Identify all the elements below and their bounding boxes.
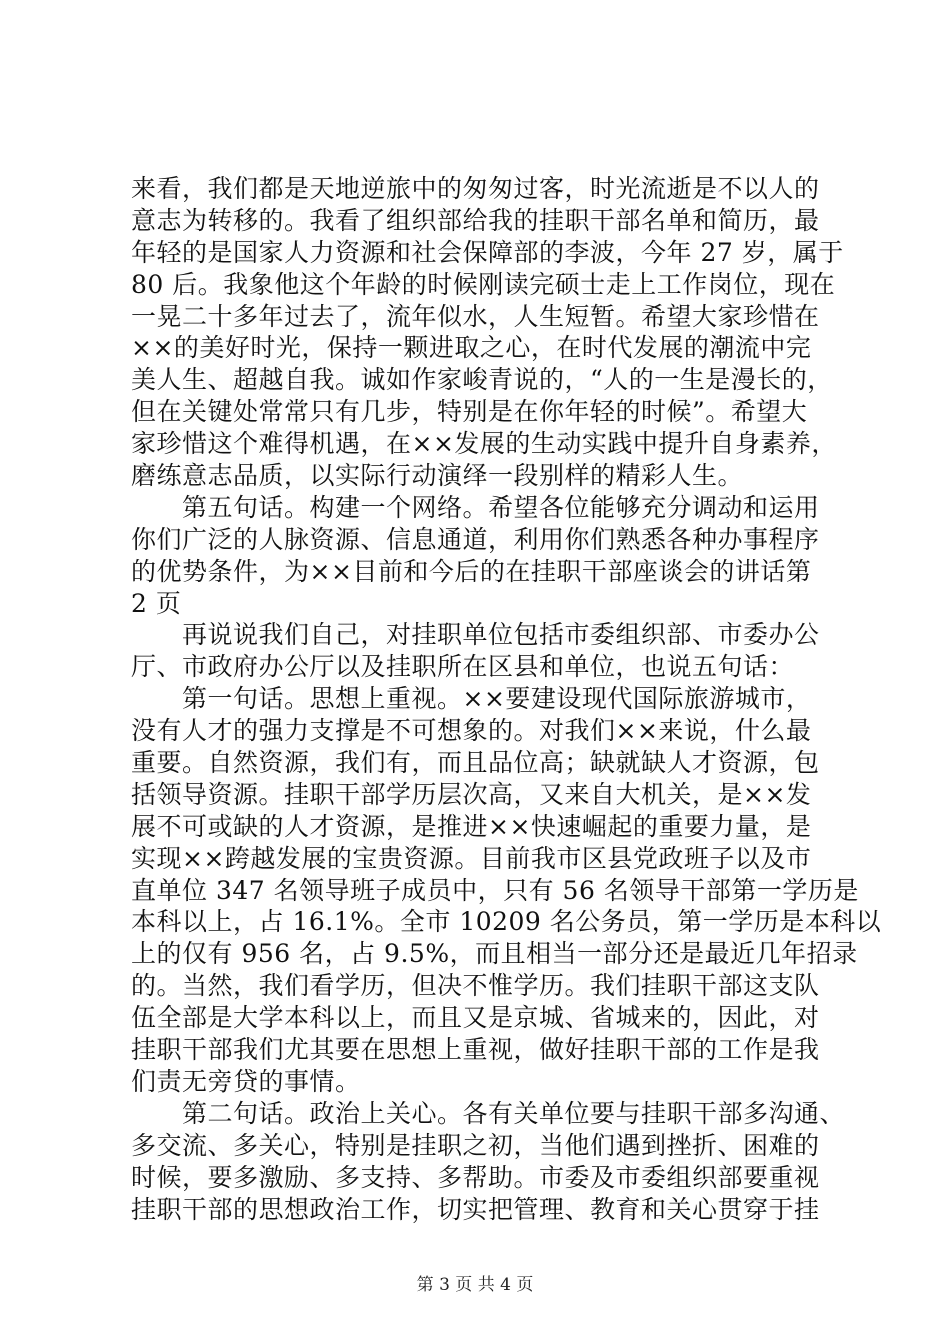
text-line: 第五句话。构建一个网络。希望各位能够充分调动和运用	[131, 492, 820, 522]
text-line: 第一句话。思想上重视。××要建设现代国际旅游城市，	[131, 684, 812, 714]
text-line: 的优势条件，为××目前和今后的在挂职干部座谈会的讲话第	[131, 556, 812, 586]
text-line: 时候，要多激励、多支持、多帮助。市委及市委组织部要重视	[131, 1162, 820, 1192]
page-number-footer: 第 3 页 共 4 页	[416, 1275, 534, 1295]
text-line: 来看，我们都是天地逆旅中的匆匆过客，时光流逝是不以人的	[131, 174, 820, 203]
text-line: 你们广泛的人脉资源、信息通道，利用你们熟悉各种办事程序	[131, 524, 820, 554]
text-line: 美人生、超越自我。诚如作家峻青说的，“人的一生是漫长的，	[131, 365, 833, 395]
text-line: 没有人才的强力支撑是不可想象的。对我们××来说，什么最	[131, 716, 812, 746]
text-line: 80 后。我象他这个年龄的时候刚读完硕士走上工作岗位，现在	[131, 269, 836, 299]
text-line: 第二句话。政治上关心。各有关单位要与挂职干部多沟通、	[131, 1098, 846, 1128]
text-line: 的。当然，我们看学历，但决不惟学历。我们挂职干部这支队	[131, 971, 820, 1001]
text-line: 意志为转移的。我看了组织部给我的挂职干部名单和简历，最	[131, 205, 820, 235]
text-line: 年轻的是国家人力资源和社会保障部的李波，今年 27 岁，属于	[131, 237, 844, 267]
text-line: 括领导资源。挂职干部学历层次高，又来自大机关，是××发	[131, 779, 812, 809]
text-line: 挂职干部的思想政治工作，切实把管理、教育和关心贯穿于挂	[131, 1194, 820, 1224]
text-line: 家珍惜这个难得机遇，在××发展的生动实践中提升自身素养，	[131, 429, 837, 459]
text-line: 展不可或缺的人才资源，是推进××快速崛起的重要力量，是	[131, 811, 812, 841]
text-line: 再说说我们自己，对挂职单位包括市委组织部、市委办公	[131, 620, 820, 650]
text-line: 们责无旁贷的事情。	[131, 1066, 361, 1096]
text-line: 磨练意志品质，以实际行动演绎一段别样的精彩人生。	[131, 461, 744, 491]
text-line: 上的仅有 956 名，占 9.5%，而且相当一部分还是最近几年招录	[131, 939, 858, 969]
text-line: 厅、市政府办公厅以及挂职所在区县和单位，也说五句话：	[131, 652, 795, 682]
text-line: 本科以上，占 16.1%。全市 10209 名公务员，第一学历是本科以	[131, 907, 882, 937]
text-line: 直单位 347 名领导班子成员中，只有 56 名领导干部第一学历是	[131, 875, 859, 905]
document-body	[131, 173, 882, 1225]
text-line: 实现××跨越发展的宝贵资源。目前我市区县党政班子以及市	[131, 843, 812, 873]
text-line: 但在关键处常常只有几步，特别是在你年轻的时候”。希望大	[131, 397, 808, 427]
text-line: 伍全部是大学本科以上，而且又是京城、省城来的，因此，对	[131, 1003, 820, 1033]
text-line: 2 页	[131, 588, 182, 618]
text-line: 多交流、多关心，特别是挂职之初，当他们遇到挫折、困难的	[131, 1130, 820, 1160]
text-line: ××的美好时光，保持一颗进取之心，在时代发展的潮流中完	[131, 333, 812, 363]
text-line: 重要。自然资源，我们有，而且品位高；缺就缺人才资源，包	[131, 748, 820, 778]
text-line: 挂职干部我们尤其要在思想上重视，做好挂职干部的工作是我	[131, 1035, 820, 1065]
text-line: 一晃二十多年过去了，流年似水，人生短暂。希望大家珍惜在	[131, 301, 820, 331]
